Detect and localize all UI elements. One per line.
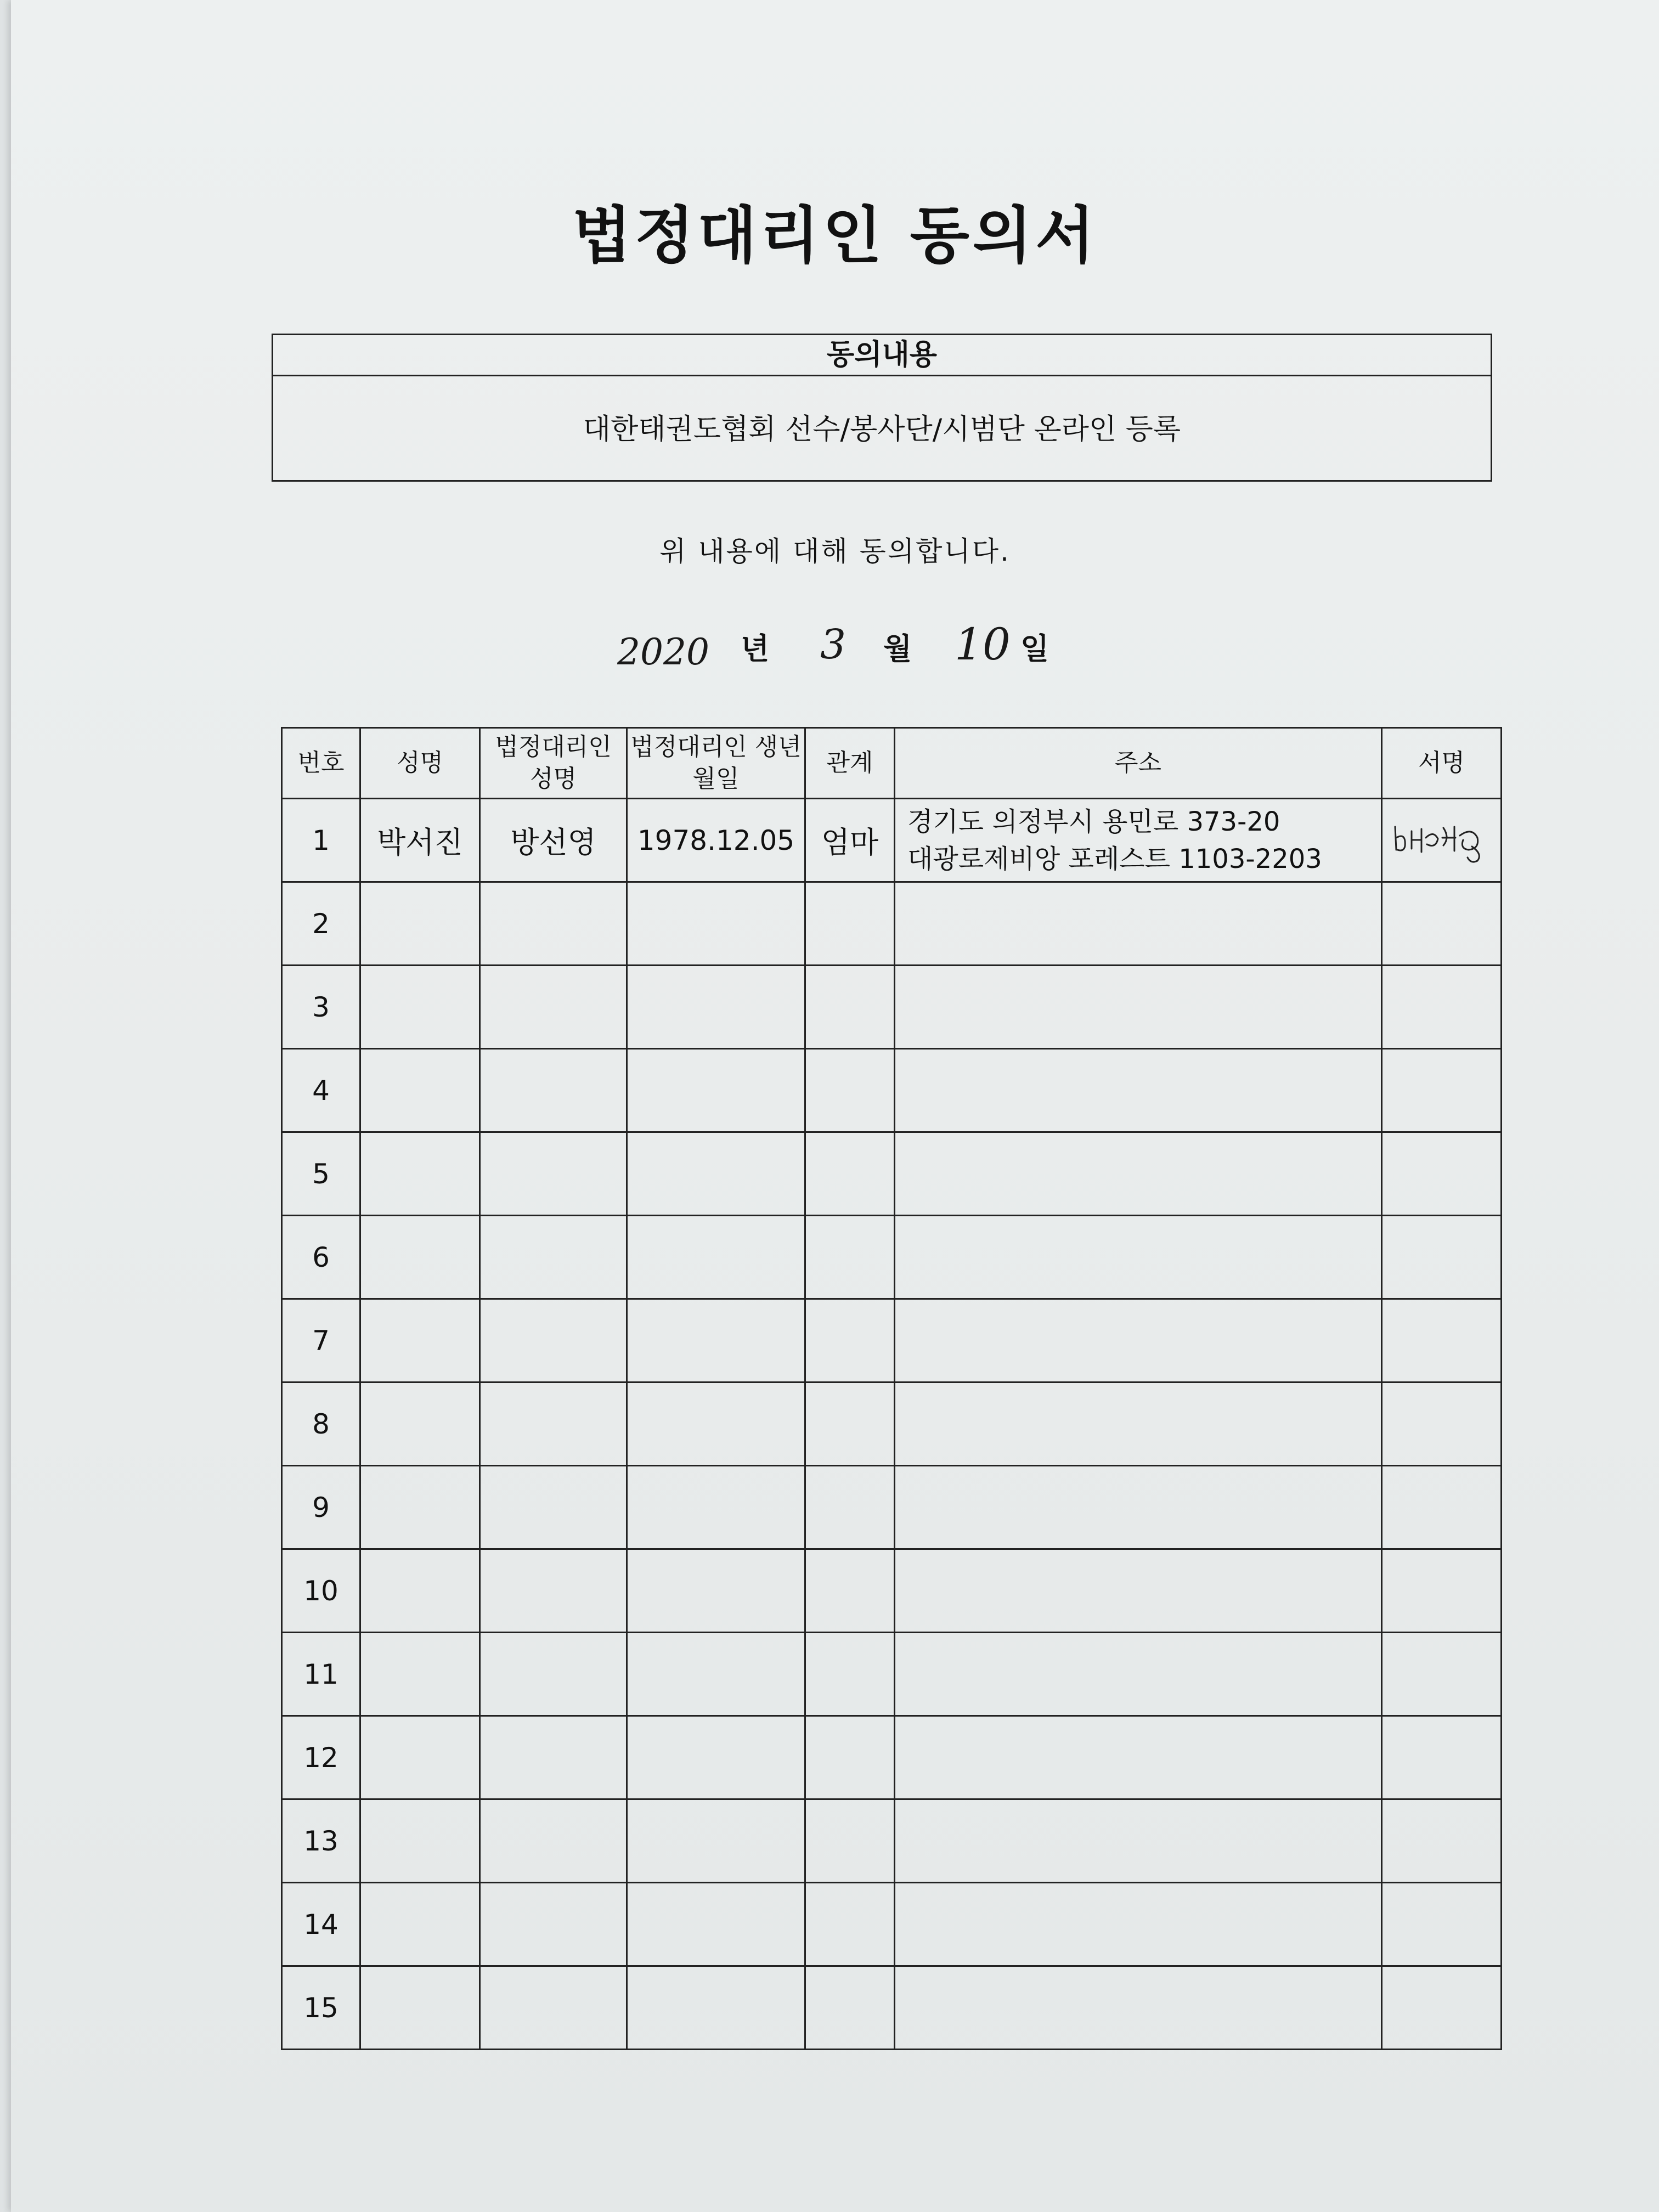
date-month: 3 <box>820 621 847 668</box>
header-guardian-name: 법정대리인 성명 <box>480 728 627 799</box>
table-row <box>282 1549 1502 1633</box>
date-year-label: 년 <box>741 631 770 666</box>
table-row <box>282 1966 1502 2050</box>
date-year: 2020 <box>617 631 709 673</box>
date-line <box>11 614 1659 675</box>
address <box>895 799 1382 882</box>
row-number: 15 <box>282 1966 360 2050</box>
guardian-table <box>281 727 1502 2050</box>
table-row <box>282 1633 1502 1716</box>
guardian-name: 방선영 <box>480 799 627 882</box>
row-number: 14 <box>282 1883 360 1966</box>
row-number: 6 <box>282 1216 360 1299</box>
row-number: 13 <box>282 1799 360 1883</box>
row-number: 10 <box>282 1549 360 1633</box>
agree-statement: 위 내용에 대해 동의합니다. <box>659 535 1011 567</box>
row-number: 9 <box>282 1466 360 1549</box>
date-day: 10 <box>955 619 1011 670</box>
row-number: 2 <box>282 882 360 966</box>
relation: 엄마 <box>805 799 895 882</box>
row-number: 4 <box>282 1049 360 1132</box>
row-number: 12 <box>282 1716 360 1799</box>
header-address: 주소 <box>895 728 1382 799</box>
date-month-label: 월 <box>883 631 912 666</box>
row-number: 7 <box>282 1299 360 1383</box>
table-row <box>282 799 1502 882</box>
table-row <box>282 882 1502 966</box>
table-row <box>282 1883 1502 1966</box>
row-number: 5 <box>282 1132 360 1216</box>
consent-body: 대한태권도협회 선수/봉사단/시범단 온라인 등록 <box>583 413 1181 446</box>
table-row <box>282 1049 1502 1132</box>
document-page <box>11 0 1659 2212</box>
address-line-2: 대광로제비앙 포레스트 1103-2203 <box>907 843 1322 874</box>
handwritten-signature <box>1390 816 1494 865</box>
header-number: 번호 <box>282 728 360 799</box>
table-row <box>282 966 1502 1049</box>
header-signature: 서명 <box>1382 728 1502 799</box>
header-relation: 관계 <box>805 728 895 799</box>
row-number: 1 <box>282 799 360 882</box>
consent-box <box>272 334 1492 482</box>
table-row <box>282 1716 1502 1799</box>
address-line-1: 경기도 의정부시 용민로 373-20 <box>907 806 1280 837</box>
table-row <box>282 1216 1502 1299</box>
participant-name: 박서진 <box>360 799 480 882</box>
table-header-row <box>282 728 1502 799</box>
table-row <box>282 1132 1502 1216</box>
row-number: 8 <box>282 1383 360 1466</box>
header-guardian-birth: 법정대리인 생년월일 <box>627 728 805 799</box>
table-row <box>282 1466 1502 1549</box>
table-row <box>282 1799 1502 1883</box>
table-row <box>282 1383 1502 1466</box>
table-row <box>282 1299 1502 1383</box>
guardian-birth: 1978.12.05 <box>627 799 805 882</box>
page-title: 법정대리인 동의서 <box>572 200 1098 272</box>
row-number: 11 <box>282 1633 360 1716</box>
signature-cell <box>1382 799 1502 882</box>
consent-header: 동의내용 <box>273 335 1491 376</box>
row-number: 3 <box>282 966 360 1049</box>
date-day-label: 일 <box>1020 631 1049 666</box>
header-name: 성명 <box>360 728 480 799</box>
